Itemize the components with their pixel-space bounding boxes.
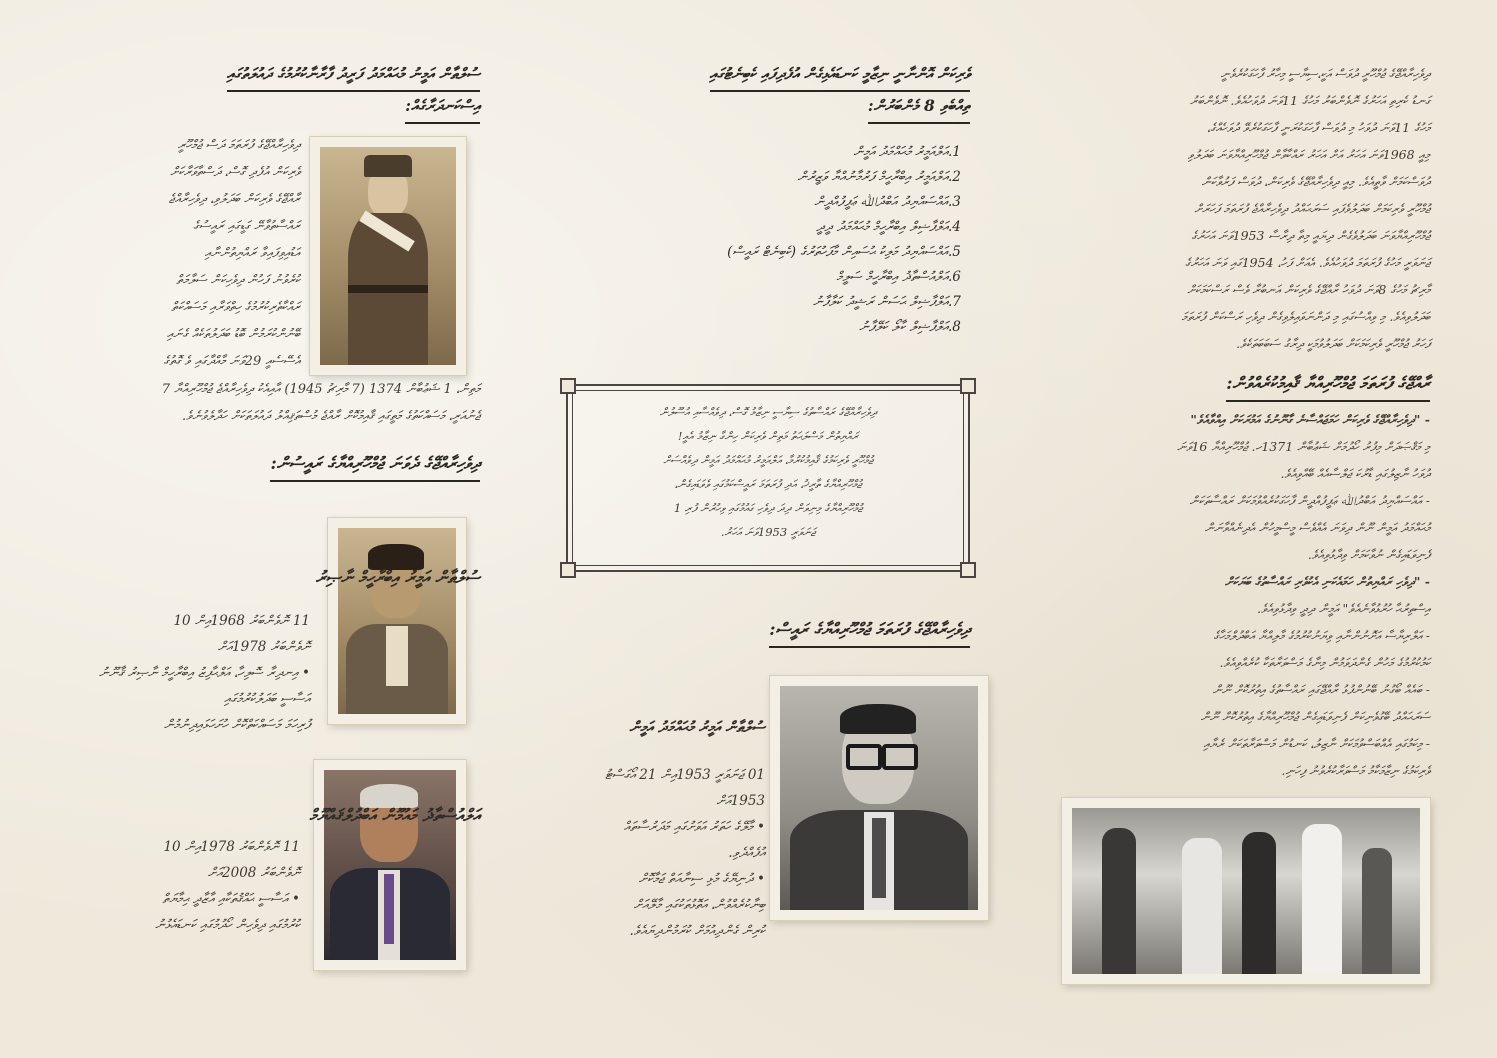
amin-achievement-cont: ކުރިން ގެންދިއުމަށް ކުރަމުންދިޔައެވެ. — [629, 923, 765, 939]
photo-nasir — [328, 518, 466, 724]
frame-corner — [560, 378, 576, 394]
quote-line: ރައްޔިތުން މަސްލަޙަތު މަތިން ވެރިކަން ހިންގާ ނިޒާމު އެއީ! — [677, 429, 859, 443]
text-line: އިސްތިރުޙާ ހުރުޅުވާނެއެވެ" އަމީން ދިދީ ވިދާޅުވިއެވެ. — [1257, 601, 1430, 616]
left-caption — [70, 376, 480, 430]
text-line: ރާއްޖޭގެ ވެރިކަން ބަދަލުވި، ދިވެހިރާއްޖެ — [168, 192, 300, 207]
amin-term: 01 ޖަނަވަރީ 1953އިން 21 އޯގަސްޓު — [605, 767, 765, 783]
nasir-term-end: ނޮވެންބަރު 1978އަށް — [217, 639, 310, 655]
cabinet-member — [580, 215, 970, 240]
text-line: - އައްސައްޔިދު އަބްދުﷲ ޢަފީފުއްދީން ފާހަގަކުރެއްވުމަކަށް ރައްސާތަކަން — [1189, 493, 1430, 508]
member-number: 2. — [948, 169, 961, 185]
text-line: ދިވެހިރާއްޖޭގެ ފުރަތަމަ ދަސް ޖުމްހޫރީ — [177, 138, 300, 153]
quote-line: ޖުމްހޫރިއްޔާގެ މިނިވަން ދިދަ ދިވެހި ގައުމުގައި ވިހުރުން ފުރި 1 — [673, 501, 863, 515]
frame-corner — [960, 562, 976, 578]
photo-amin-glasses — [770, 676, 988, 920]
left-section — [80, 450, 480, 482]
amin-achievement-cont: ބިނާކުރެއްވުން، އަތޮޅުތަކުގައި މާލޭއަށް — [633, 897, 765, 913]
text-line: ދުވަހު ނާޒިލުގައި ޑާރުކަ ޖަލްސާއެއް ބޭއްވިއެވެ. — [1280, 466, 1430, 481]
text-line: - "ދިވެހި ރައްޔިތުން ހަމައެކަނި އެކުވެރި ރައްސާތުގެ ބަޔަކަށް — [1224, 574, 1430, 589]
text-line: ޖަނަވަރީ މަހުގެ ފުރަތަމަ ދުވަހުއެވެ. އެއަށް ފަހު، 1954ގައި ވަނަ އަހަރުގެ — [1185, 255, 1430, 270]
text-line: ދިވެހިރާއްޖޭގެ ޖުމްހޫރީ ދުވަސް އަކީ،ސިޔާސީ މިހާރު ފާހަގަކުރެވެނީ — [1220, 66, 1430, 81]
amin-achievement: • މާލޭގެ ހަތަރު އަވަށުގައި މަދަރުސާތައް — [623, 819, 765, 835]
text-line: މަތިން، 1 ޝަޢުބާން 1374 (7 މާރިޗު 1945) އާއިއެކު ދިވެހިރާއްޖެ ޖުމްހޫރިއްޔާ 7 — [161, 382, 480, 397]
member-name: އަލްއަމީރު އިބްރާހީމް ފަރުމާނުއްޔާ ވަޒީރުން — [797, 169, 948, 185]
nasir-term: 11 ނޮވެންބަރު 1968އިން 10 — [173, 613, 310, 629]
text-line: ފެނިވަޑައިގެން ނުވާކަމަށް ވިދާޅުވިއެވެ. — [1307, 547, 1430, 562]
member-name: އަލްފާޟިލް ކާލޯ ކަލޭފާނު — [859, 319, 948, 335]
text-line: މަހުގެ 11ވަނަ ދުވަހު މި ދުވަސް ފާހަގަކުރަނީ ފާހަގަކުރެވޭ ދުވަހެއްގެ، — [1207, 120, 1430, 135]
text-line: އެސޭސެއީ 29ވަނަ މާއްދާގައި ވެ ގޮތުގެ — [163, 354, 300, 369]
quote-text — [568, 386, 968, 558]
cabinet-heading: ވެރިކަން އޮންނާނީ ނިޒާމީ ކަނޑައެޅިގެން އުފެދިފައި ކެބިނެޓުގައި — [710, 60, 970, 92]
member-name: އައްސައްޔިދު އަބްދުﷲ ޢަފީފުއްދީން — [814, 194, 948, 210]
gayoom-block — [80, 806, 480, 826]
nasir-name: ސުލްޠާން އަމީރު އިބްރާހީމް ނާޞިރު — [315, 568, 480, 588]
portrait-image — [780, 686, 978, 910]
nasir-achievement-cont: ފުރިހަމަ މަސައްކަތްކޮށް ހުށަހަޅައިދިނުމުން — [163, 717, 310, 733]
text-line: ޖުމްހޫރީ ވެރިކަމަށް ބަދަލުވެފައި ސަރަޙައްދު ދިވެހިރާއްޖެ ފުރަތަމަ ފަހަރަށް — [1194, 201, 1430, 216]
amin-name: ސުލްޠާން އަމީރު މުޙައްމަދު އަމީން — [629, 718, 765, 736]
middle-header — [530, 60, 970, 124]
cabinet-list — [580, 140, 970, 340]
amin-achievement: • ދުނިޔޭގެ މުޅި ސިނާއަތް ޖަމާކޮށް — [638, 871, 765, 887]
right-intro — [1030, 60, 1430, 357]
group-image — [1072, 808, 1420, 974]
amin-achievement-cont: އުފެއްދެވި. — [728, 845, 765, 861]
text-line: މިއީ 1968ވަނަ އަހަރު އަށް އަހަރު ރައްކާވާން ޖުމްހޫރިއްޔާވަނަ ބަދަލުވި — [1187, 147, 1430, 162]
gayoom-details — [80, 834, 300, 938]
text-line: ރައްސާތުވާނޭ ގަޑީގައި ރައީސުގެ — [193, 219, 300, 234]
amin-details — [530, 762, 765, 944]
left-intro — [80, 132, 300, 375]
text-line: - ބައެއް ބޯގުނު ބޭނުންފުޅު ރާއްޖޭގައި ރައްސާތުގެ އިތުރުކޮށް ނޫން — [1212, 682, 1430, 697]
portrait-image — [320, 147, 456, 365]
quote-line: ދިވެހިރާއްޖޭގެ ރައްސާތުގެ ސިޔާސީ ނިޒާމު ގޮސް، ދިވެއްސާއި އުސޫލުން — [659, 405, 877, 419]
member-number: 3. — [948, 194, 961, 210]
portrait-image — [324, 770, 456, 960]
cabinet-member — [580, 315, 970, 340]
amin-term-end: 1953އަށް — [716, 793, 765, 809]
text-line: ރައްކާތެރިކުރުމުގެ ހިތްވަރާއި މަސައްކަތް — [171, 300, 300, 315]
text-line: ވެރިކަން އުފެދި ގޮސް، ދަސްތާވަރާކަށް — [170, 165, 300, 180]
gayoom-name: އަލްއުސްތާޛު މައުމޫން އަބްދުލްޤައްޔޫމް — [309, 806, 480, 826]
text-line: ދުވަސްކަމަށް ވާތީއެވެ. މިއީ ދިވެހިރާއްޖޭގެ ވެރިކަން، ދުވަސް ފަރުވާކަން — [1201, 174, 1430, 189]
member-name: އަލްފާޟިލް އިބްރާހީމް މުޙައްމަދު ދީދީ — [816, 219, 948, 235]
nasir-block — [80, 568, 480, 588]
right-body — [1030, 406, 1430, 784]
cabinet-heading-tail: ތިއްބެވި 8 މެންބަރުން: — [868, 92, 970, 124]
quote-line: ޖަނަވަރީ 1953ވަނަ އަހަރު. — [720, 525, 816, 539]
member-number: 8. — [948, 319, 961, 335]
amin-block — [530, 718, 765, 736]
photo-amin-uniform — [310, 137, 466, 375]
member-name: އައްސައްޔިދު މަލިކު ޙުސައިން މާފަހުތަރުގެ (ކެބިނެޓް ރައީސް) — [727, 244, 948, 260]
text-line: ފަހަރު ޖުމްހޫރީ ވެރިކަމަކަށް ބަދަލުވުމަކީ ދިރާގު ސަބަބަތަކެވެ. — [1236, 336, 1430, 351]
text-line: ޖެނުއަރީ، މަސައްކަތުގެ މަތީގައި ޤާއިމުކޮށް ރާއްޖެ މުސްތަޤިއްލު ދައުލަތަކަށް ހަދާލެވުނެވެ. — [181, 409, 480, 424]
text-line: - "ދިވެހިރާއްޖޭގެ ވެރިކަން ހަމަޖައްސާނެ ގާނޫނުގެ އަމުރަކަށް އިއްވާއެވެ" — [1190, 412, 1430, 427]
photo-group — [1062, 798, 1430, 984]
first-president-heading: ދިވެހިރާއްޖޭގެ ފުރަތަމަ ޖުމްހޫރިއްޔާގެ ރައީސް: — [769, 616, 970, 648]
gayoom-achievement-cont: ކުރުމުގައި ދިވެހިން ހޯދުމުގައި ކަނޑައެޅުނު — [155, 917, 300, 933]
text-line: މި މަޤްޞަދަށް މިފުރު ހޯދުމަށް ޝަޢުބާން 1371ހ. ޖުމްހޫރިއްޔާ 16ވަނަ — [1177, 439, 1430, 454]
quote-box — [566, 384, 970, 572]
text-line: މާރިޗު މަހުގެ 8ވަނަ ދުވަހު ރާއްޖޭގެ ވެރިކަން އަނބުރާ ވެސް ރަސްކަމަކަށް — [1187, 282, 1430, 297]
text-line: - މިކަމުގައި އެއްބަސްވުމަކަށް ނާޒިލު، ކަނޑުން މަސްވަރާތަކަށް ރެޔާއި — [1203, 736, 1430, 751]
gayoom-achievement: • އަސާސީ ޙައްޤުތަކާއި އާޒާދީ ޙިމާޔަތް — [162, 891, 300, 907]
text-line: އަޑުއިވިފައިވާ ރައްޔިތުންނާއި — [204, 246, 300, 261]
cabinet-member — [580, 240, 970, 265]
text-line: ކަމުކުރުމުގެ މަހުން ގެންދަވަމުން މިނާގެ މަސްވަރާތަކާ ކުރެއްވިއެވެ. — [1219, 655, 1430, 670]
member-name: އަލްއަމީރު މުޙައްމަދު އަމީން — [853, 144, 948, 160]
cabinet-member — [580, 190, 970, 215]
cabinet-member — [580, 290, 970, 315]
member-number: 4. — [948, 219, 961, 235]
member-name: އަލްއުސްތާޛު އިބްރާހީމް ސަލީމް — [836, 269, 948, 285]
portrait-image — [338, 528, 456, 714]
left-heading-tail: އިސްކަނދަރާގެއް: — [405, 92, 480, 124]
text-line: - އަލްރިޔާސާ އަށޮނުންނާއި ވިޔަނުކުރުމުގެ މާލިއްޔާ އަބްދުލްމަހާގެ — [1213, 628, 1430, 643]
text-line: ސަރަޙައްދު ބޭގުވެނިކަން ފެނިވަޑައިގެން ޖުމްހޫރިއްޔާގެ އިތުރުކޮށް ނޫން — [1200, 709, 1430, 724]
left-section-heading: ދިވެހިރާއްޖޭގެ ދެވަނަ ޖުމްހޫރިއްޔާގެ ރައީސުން: — [270, 450, 480, 482]
text-line: ކުރެވުނު ފަހުން ދިވެހިކަން ސަލާމަތް — [176, 273, 300, 288]
member-number: 7. — [948, 294, 961, 310]
text-line: މުޙައްމަދު އަމީން ނޫން ދިވަނަ އެއްވެސް މީސްމީހުން އެދިނެއްވާނަން — [1204, 520, 1430, 535]
photo-gayoom — [314, 760, 466, 970]
member-name: އަލްފާޟިލް ޙަސަން ރަޝީދު ކަލާފާނު — [812, 294, 948, 310]
gayoom-term: 11 ނޮވެންބަރު 1978އިން 10 — [163, 839, 300, 855]
middle-section — [660, 616, 970, 648]
member-number: 6. — [948, 269, 961, 285]
left-column — [80, 60, 480, 124]
text-line: ގަނޑު ކެރިތި އަހަރުގެ ނޮވެންބަރު މަހުގެ 11ވަނަ ދުވަހުއެވެ. ނޮވެންބަރު — [1190, 93, 1430, 108]
cabinet-member — [580, 265, 970, 290]
nasir-details — [80, 608, 310, 738]
quote-line: ޖުމްހޫރީ ވެރިކަމުގެ ޤާއިމުކުރުމާ، އަލްއަމީރު މުޙައްމަދު އަމީން ދިވެއްސަށް — [663, 453, 873, 467]
frame-corner — [560, 562, 576, 578]
text-line: ޖުމްހޫރިއްޔާވަނަ ބަދަލުވެގެން ދިޔައީ މިތާ ދިރާސާ 1953ވަނަ އަހަރުގެ — [1191, 228, 1430, 243]
text-line: ވެރިކަމުގެ ނިޒާމަކާމު މަސްވަރާކުރެވުނު ފިހަނި. — [1281, 763, 1430, 778]
gayoom-term-end: ނޮވެންބަރު 2008އަށް — [207, 865, 300, 881]
nasir-achievement: • އިނދިރާ ސޮލިހާ، އަލްޙާފިޒު އިބްރާހީމް ނާޞިރު ޤާނޫނު އަސާސީ ބަދަލުކުރުމުގައި — [99, 665, 310, 707]
republic-heading: ރާއްޖޭގެ ފުރަތަމަ ޖުމްހޫރިއްޔާ ޤާއިމުކުރެއްވުން: — [1226, 370, 1430, 402]
member-number: 1. — [948, 144, 961, 160]
left-heading: ސުލްޠާން އަމީނު މުޙައްމަދު ފަރީދު ފާރާނާކުރުމުގެ ދައުލަތުގައި — [227, 60, 480, 92]
text-line: ބޭނުންކުރަމުން ބޮޑު ބަދަލުތަކެއް ގެނައި — [166, 327, 300, 342]
right-section — [1030, 370, 1430, 402]
text-line: ބަދަލުވިއެވެ. މި ވިއްސުގައި މި ދަންނަވައިލެވިގެން ދިވެހި ރަސްކަން ފުރަތަމަ — [1181, 309, 1430, 324]
member-number: 5. — [948, 244, 961, 260]
quote-line: ޖުމްހޫރިއްޔާގެ ތާރީޚު، އަދި ފުރަތަމަ ރައީސްކަމުގައި ވެވަޑައިގެން، — [674, 477, 862, 491]
cabinet-member — [580, 140, 970, 165]
cabinet-member — [580, 165, 970, 190]
frame-corner — [960, 378, 976, 394]
